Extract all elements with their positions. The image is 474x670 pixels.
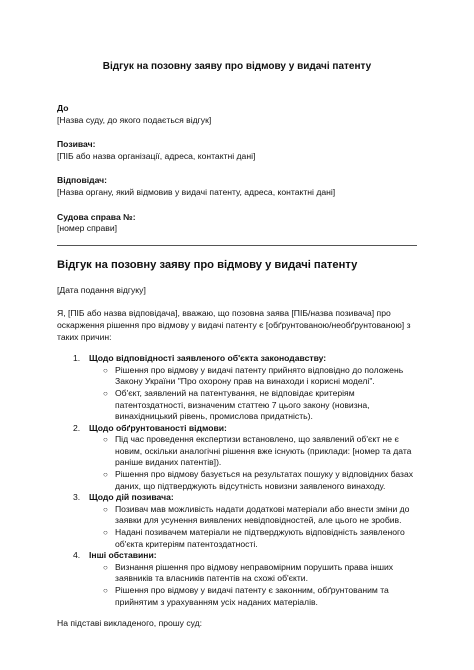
- point-1: [57, 353, 417, 423]
- list-item-text: Надані позивачем матеріали не підтверджують відповідність заявленого об'єкта критеріям патентоздатності.: [115, 527, 405, 549]
- bullet-icon: ○: [103, 562, 108, 572]
- bullet-icon: ○: [103, 435, 108, 445]
- list-item-text: Рішення про відмову у видачі патенту є законним, обґрунтованим та прийнятим з урахуванням усіх наданих матеріалів.: [115, 585, 389, 607]
- list-item: [89, 585, 417, 608]
- response-date: [Дата подання відгуку]: [57, 284, 146, 295]
- bullet-icon: ○: [103, 504, 108, 514]
- bullet-icon: ○: [103, 365, 108, 375]
- bullet-icon: ○: [103, 470, 108, 480]
- field-case-number-label: Судова справа №:: [57, 211, 136, 222]
- field-defendant-label: Відповідач:: [57, 175, 108, 186]
- points-list: [57, 353, 417, 608]
- field-case-number-value: [номер справи]: [57, 223, 118, 234]
- point-number: 3.: [73, 492, 81, 503]
- field-defendant: [57, 175, 417, 198]
- document-title: Відгук на позовну заяву про відмову у видачі патенту: [102, 61, 372, 72]
- point-heading: Щодо обґрунтованості відмови:: [89, 422, 227, 433]
- field-court: [57, 103, 417, 126]
- point-heading: Щодо дій позивача:: [89, 492, 174, 503]
- field-case-number: [57, 212, 417, 235]
- list-item: [89, 388, 417, 423]
- list-item-text: Рішення про відмову у видачі патенту прийнято відповідно до положень Закону України "Про охорону прав на винаходи і корисні моделі".: [115, 364, 404, 387]
- list-item: [89, 469, 417, 492]
- closing-paragraph: На підставі викладеного, прошу суд:: [57, 618, 203, 629]
- point-2: [57, 423, 417, 493]
- section-title: Відгук на позовну заяву про відмову у видачі патенту: [57, 258, 358, 271]
- point-4: [57, 550, 417, 608]
- list-item-text: Об'єкт, заявлений на патентування, не відповідає критеріям патентоздатності, визначеним статтею 7 цього закону (новизна, винахідницький рівень, промислова придатність).: [115, 387, 370, 422]
- point-heading: Інші обставини:: [89, 550, 157, 561]
- field-defendant-value: [Назва органу, який відмовив у видачі патенту, адреса, контактні дані]: [57, 186, 336, 197]
- list-item-text: Визнання рішення про відмову неправомірним порушить права інших заявників та власників патентів на схожі об'єкти.: [115, 561, 394, 584]
- list-item: [89, 562, 417, 585]
- point-items: [89, 434, 417, 492]
- list-item: [89, 527, 417, 550]
- bullet-icon: ○: [103, 388, 108, 398]
- field-plaintiff-label: Позивач:: [57, 139, 96, 150]
- point-items: [89, 504, 417, 550]
- list-item: [89, 504, 417, 527]
- bullet-icon: ○: [103, 586, 108, 595]
- list-item-text: Рішення про відмову базується на результатах пошуку у відповідних базах даних, що підтверджують відсутність новизни заявленого винаходу.: [115, 469, 414, 491]
- list-item: [89, 365, 417, 388]
- field-court-label: До: [57, 103, 69, 113]
- point-number: 4.: [73, 550, 81, 561]
- list-item: [89, 434, 417, 469]
- field-plaintiff-value: [ПІБ або назва організації, адреса, контактні дані]: [57, 150, 256, 161]
- list-item-text: Позивач мав можливість надати додаткові матеріали або внести зміни до заявки для усунення виявлених невідповідностей, але цього не зробив.: [115, 503, 410, 526]
- field-court-value: [Назва суду, до якого подається відгук]: [57, 114, 212, 125]
- field-plaintiff: [57, 139, 417, 162]
- point-heading: Щодо відповідності заявленого об'єкта законодавству:: [89, 353, 327, 364]
- point-number: 2.: [73, 422, 81, 433]
- divider: [57, 245, 417, 246]
- point-items: [89, 562, 417, 608]
- intro-paragraph: Я, [ПІБ або назва відповідача], вважаю, що позовна заява [ПІБ/назва позивача] про оскарження рішення про відмову у видачі патенту є [обґрунтованою/необґрунтованою] з таких причин:: [57, 308, 411, 342]
- bullet-icon: ○: [103, 528, 108, 538]
- point-number: 1.: [73, 353, 81, 364]
- point-items: [89, 365, 417, 423]
- list-item-text: Під час проведення експертизи встановлено, що заявлений об'єкт не є новим, оскільки аналогічні рішення вже існують (приклади: [номер та дата раніше виданих патентів]).: [115, 434, 412, 468]
- point-3: [57, 492, 417, 550]
